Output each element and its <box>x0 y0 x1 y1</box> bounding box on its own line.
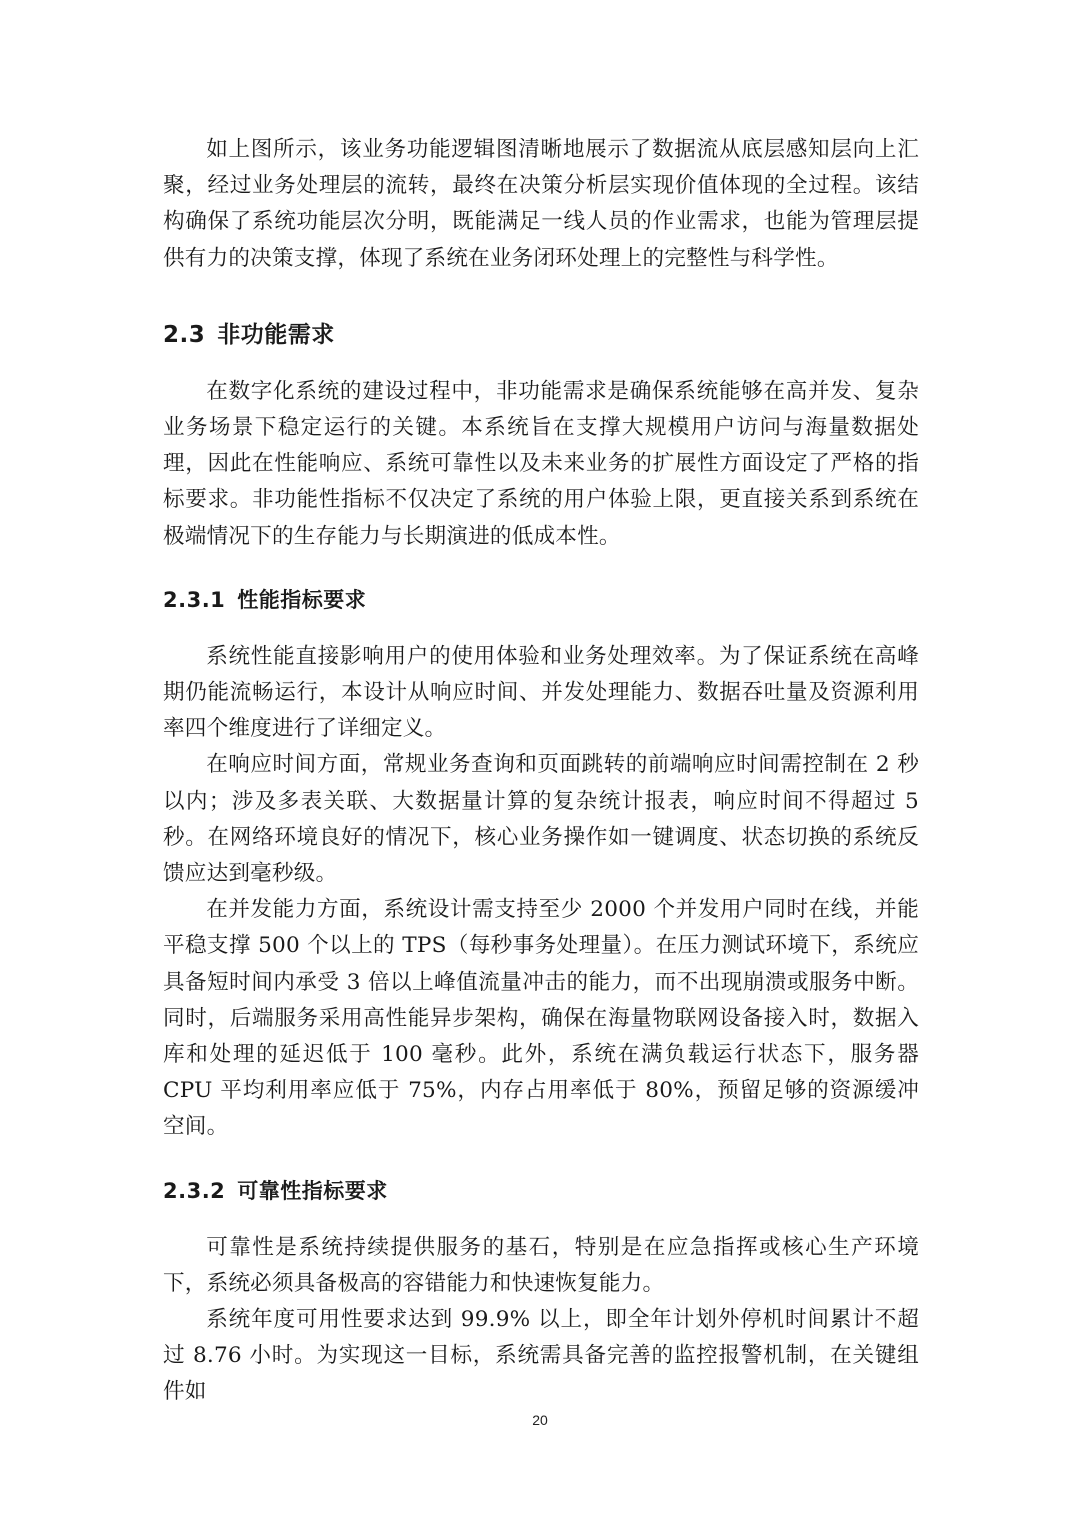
section-number: 2.3 <box>163 321 206 348</box>
section-heading-2-3-2 <box>163 1174 919 1208</box>
section-2-3-2-paragraph: 可靠性是系统持续提供服务的基石，特别是在应急指挥或核心生产环境下，系统必须具备极高的容错能力和快速恢复能力。 <box>163 1234 919 1296</box>
section-heading-2-3-1 <box>163 583 919 617</box>
section-title: 性能指标要求 <box>237 587 367 612</box>
section-title: 非功能需求 <box>217 321 335 348</box>
document-page <box>163 132 919 1411</box>
section-2-3-1-paragraph: 在响应时间方面，常规业务查询和页面跳转的前端响应时间需控制在 2 秒以内；涉及多表关联、大数据量计算的复杂统计报表，响应时间不得超过 5 秒。在网络环境良好的情况下，核心业务操作如一键调度、状态切换的系统反馈应达到毫秒级。 <box>163 752 919 887</box>
section-heading-2-3 <box>163 318 919 352</box>
section-2-3-1-paragraph: 系统性能直接影响用户的使用体验和业务处理效率。为了保证系统在高峰期仍能流畅运行，本设计从响应时间、并发处理能力、数据吞吐量及资源利用率四个维度进行了详细定义。 <box>163 643 919 742</box>
intro-paragraph: 如上图所示，该业务功能逻辑图清晰地展示了数据流从底层感知层向上汇聚，经过业务处理层的流转，最终在决策分析层实现价值体现的全过程。该结构确保了系统功能层次分明，既能满足一线人员的作业需求，也能为管理层提供有力的决策支撑，体现了系统在业务闭环处理上的完整性与科学性。 <box>163 137 919 271</box>
section-number: 2.3.2 <box>163 1178 226 1203</box>
section-2-3-2-paragraph: 系统年度可用性要求达到 99.9% 以上，即全年计划外停机时间累计不超过 8.76 小时。为实现这一目标，系统需具备完善的监控报警机制，在关键组件如 <box>163 1307 919 1405</box>
page-number: 20 <box>532 1412 548 1428</box>
section-title: 可靠性指标要求 <box>237 1178 388 1203</box>
section-2-3-paragraph: 在数字化系统的建设过程中，非功能需求是确保系统能够在高并发、复杂业务场景下稳定运行的关键。本系统旨在支撑大规模用户访问与海量数据处理，因此在性能响应、系统可靠性以及未来业务的扩展性方面设定了严格的指标要求。非功能性指标不仅决定了系统的用户体验上限，更直接关系到系统在极端情况下的生存能力与长期演进的低成本性。 <box>163 378 919 549</box>
section-2-3-1-paragraph: 在并发能力方面，系统设计需支持至少 2000 个并发用户同时在线，并能平稳支撑 500 个以上的 TPS（每秒事务处理量）。在压力测试环境下，系统应具备短时间内承受 3 倍以上峰值流量冲击的能力，而不出现崩溃或服务中断。同时，后端服务采用高性能异步架构，确保在海量物联网设备接入时，数据入库和处理的延迟低于 100 毫秒。此外，系统在满负载运行状态下，服务器 CPU 平均利用率应低于 75%，内存占用率低于 80%，预留足够的资源缓冲空间。 <box>163 897 919 1140</box>
section-number: 2.3.1 <box>163 587 226 612</box>
